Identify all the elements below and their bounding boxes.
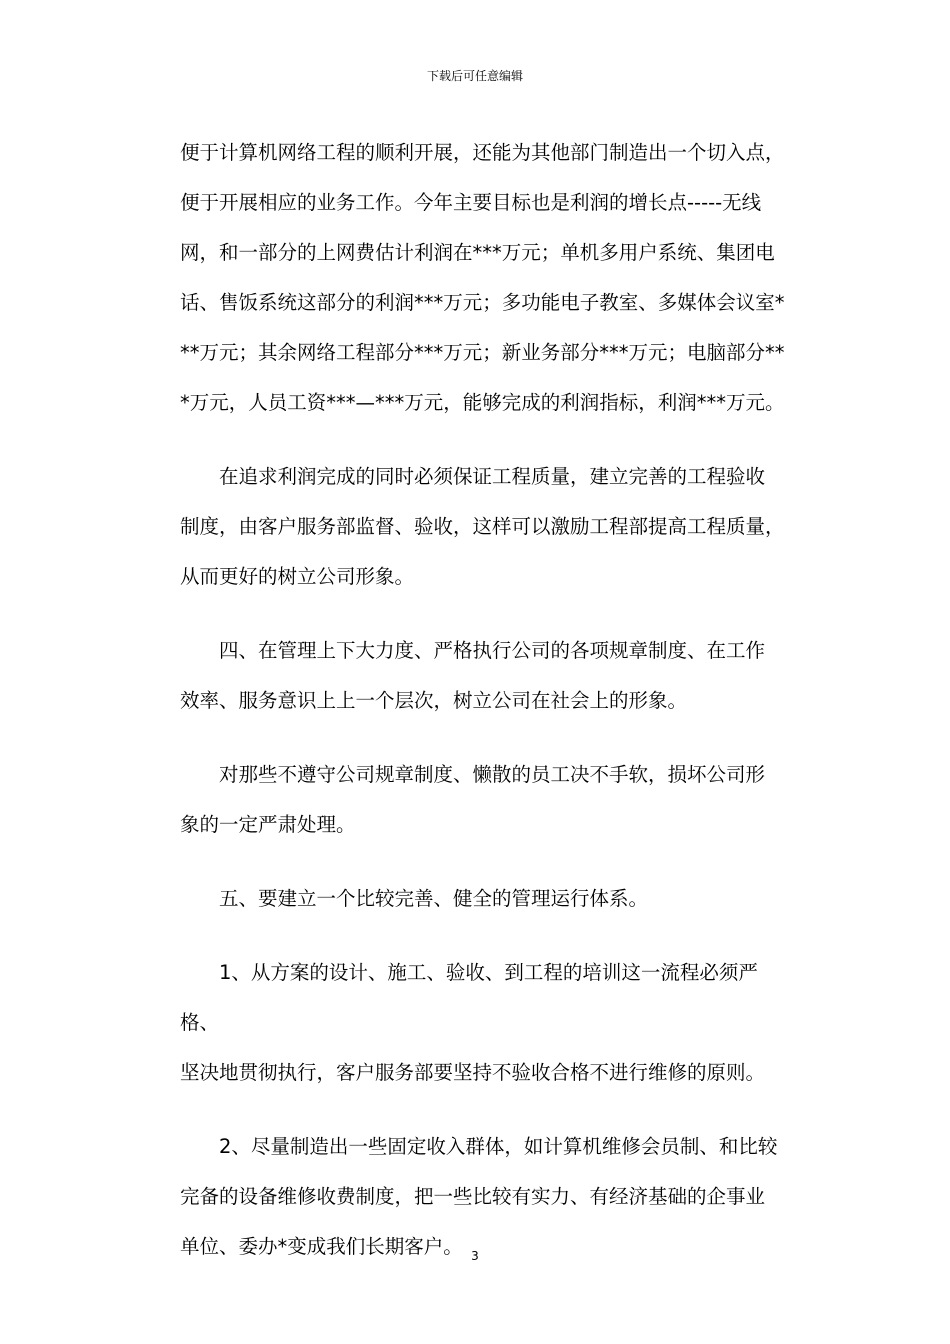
- text-line: 话、售饭系统这部分的利润***万元；多功能电子教室、多媒体会议室*: [180, 291, 785, 314]
- text-line: 坚决地贯彻执行，客户服务部要坚持不验收合格不进行维修的原则。: [180, 1061, 766, 1084]
- text-line: 四、在管理上下大力度、严格执行公司的各项规章制度、在工作: [219, 639, 766, 662]
- paragraph-quality: [180, 452, 790, 602]
- text-line: **万元；其余网络工程部分***万元；新业务部分***万元；电脑部分**: [180, 341, 785, 364]
- text-line: 对那些不遵守公司规章制度、懒散的员工决不手软，损坏公司形: [219, 763, 766, 786]
- header-text: 下载后可任意编辑: [426, 69, 523, 83]
- text-line: 便于计算机网络工程的顺利开展，还能为其他部门制造出一个切入点，: [180, 141, 785, 164]
- text-line: 五、要建立一个比较完善、健全的管理运行体系。: [219, 887, 649, 910]
- text-line: 效率、服务意识上上一个层次，树立公司在社会上的形象。: [180, 689, 688, 712]
- text-line: *万元，人员工资***—***万元，能够完成的利润指标，利润***万元。: [180, 391, 785, 414]
- text-line: 1、从方案的设计、施工、验收、到工程的培训这一流程必须严格、: [180, 961, 758, 1034]
- text-line: 单位、委办*变成我们长期客户。: [180, 1235, 463, 1258]
- text-line: 在追求利润完成的同时必须保证工程质量，建立完善的工程验收: [219, 465, 766, 488]
- paragraph-section-five: [180, 874, 790, 924]
- page-header: [0, 68, 950, 84]
- paragraph-item-one: [180, 948, 790, 1098]
- text-line: 象的一定严肃处理。: [180, 813, 356, 836]
- text-line: 便于开展相应的业务工作。今年主要目标也是利润的增长点-----无线: [180, 191, 762, 214]
- paragraph-profit-targets: [180, 128, 790, 428]
- page-footer: [0, 1248, 950, 1264]
- paragraph-section-four: [180, 626, 790, 726]
- page-number: 3: [471, 1249, 479, 1263]
- document-body: [180, 128, 790, 1272]
- text-line: 完备的设备维修收费制度，把一些比较有实力、有经济基础的企事业: [180, 1185, 766, 1208]
- paragraph-discipline: [180, 750, 790, 850]
- text-line: 从而更好的树立公司形象。: [180, 565, 415, 588]
- text-line: 网，和一部分的上网费估计利润在***万元；单机多用户系统、集团电: [180, 241, 775, 264]
- text-line: 制度，由客户服务部监督、验收，这样可以激励工程部提高工程质量，: [180, 515, 785, 538]
- text-line: 2、尽量制造出一些固定收入群体，如计算机维修会员制、和比较: [219, 1135, 778, 1158]
